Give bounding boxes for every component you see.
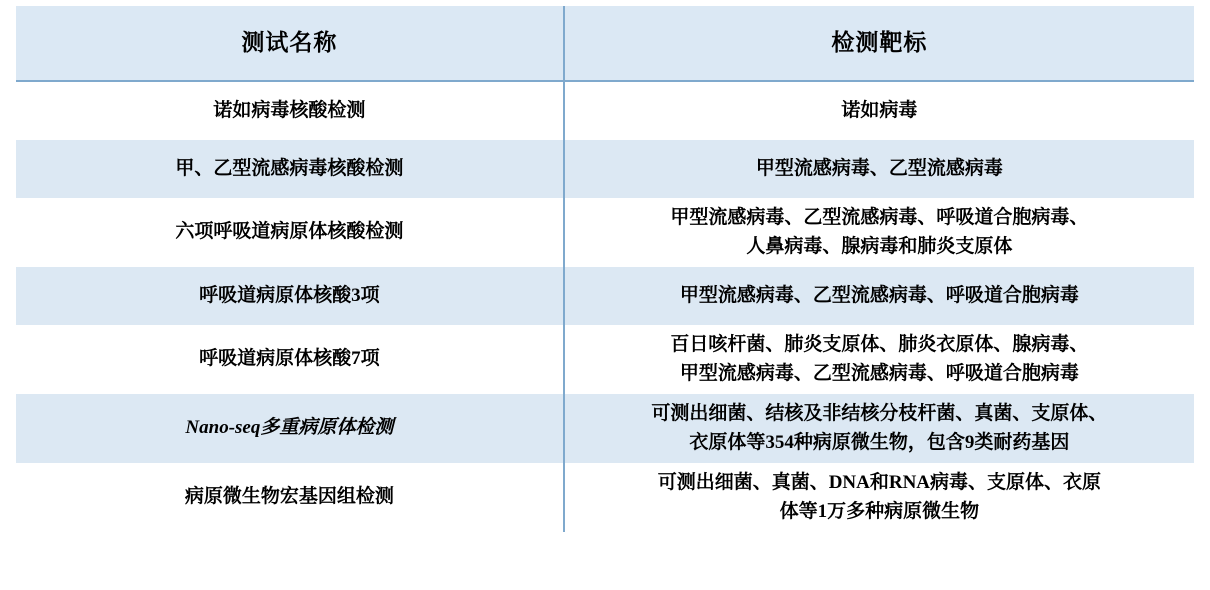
cell-test-name: 诺如病毒核酸检测 bbox=[16, 81, 564, 140]
target-line-1: 甲型流感病毒、乙型流感病毒、呼吸道合胞病毒、 bbox=[670, 207, 1089, 228]
cell-detection-target bbox=[564, 267, 1194, 325]
table-header-row bbox=[16, 6, 1194, 81]
cell-detection-target bbox=[564, 81, 1194, 140]
target-line-1: 诺如病毒 bbox=[841, 99, 918, 121]
table-row bbox=[16, 267, 1194, 325]
table-row bbox=[16, 325, 1194, 394]
cell-test-name: 呼吸道病原体核酸7项 bbox=[16, 325, 564, 394]
table-row bbox=[16, 394, 1194, 463]
target-line-1: 可测出细菌、结核及非结核分枝杆菌、真菌、支原体、 bbox=[651, 403, 1108, 424]
cell-test-name: Nano-seq多重病原体检测 bbox=[16, 394, 564, 463]
target-line-2: 人鼻病毒、腺病毒和肺炎支原体 bbox=[746, 235, 1013, 257]
column-header-detection-target: 检测靶标 bbox=[564, 6, 1194, 81]
cell-test-name: 呼吸道病原体核酸3项 bbox=[16, 267, 564, 325]
target-line-1: 甲型流感病毒、乙型流感病毒、呼吸道合胞病毒 bbox=[679, 284, 1079, 306]
table-row bbox=[16, 463, 1194, 532]
target-line-1: 百日咳杆菌、肺炎支原体、肺炎衣原体、腺病毒、 bbox=[670, 334, 1089, 355]
cell-detection-target bbox=[564, 463, 1194, 532]
table-row bbox=[16, 81, 1194, 140]
pathogen-test-table bbox=[16, 6, 1194, 532]
cell-detection-target bbox=[564, 394, 1194, 463]
pathogen-test-table-container bbox=[16, 6, 1194, 532]
cell-detection-target bbox=[564, 198, 1194, 267]
target-line-2: 衣原体等354种病原微生物，包含9类耐药基因 bbox=[689, 431, 1070, 453]
table-body bbox=[16, 81, 1194, 532]
column-header-test-name: 测试名称 bbox=[16, 6, 564, 81]
table-header bbox=[16, 6, 1194, 81]
target-line-1: 可测出细菌、真菌、DNA和RNA病毒、支原体、衣原 bbox=[657, 472, 1102, 493]
cell-detection-target bbox=[564, 140, 1194, 198]
cell-test-name: 病原微生物宏基因组检测 bbox=[16, 463, 564, 532]
target-line-2: 体等1万多种病原微生物 bbox=[779, 500, 980, 522]
cell-detection-target bbox=[564, 325, 1194, 394]
cell-test-name: 六项呼吸道病原体核酸检测 bbox=[16, 198, 564, 267]
target-line-2: 甲型流感病毒、乙型流感病毒、呼吸道合胞病毒 bbox=[679, 362, 1079, 384]
table-row bbox=[16, 140, 1194, 198]
cell-test-name: 甲、乙型流感病毒核酸检测 bbox=[16, 140, 564, 198]
table-row bbox=[16, 198, 1194, 267]
target-line-1: 甲型流感病毒、乙型流感病毒 bbox=[755, 157, 1003, 179]
